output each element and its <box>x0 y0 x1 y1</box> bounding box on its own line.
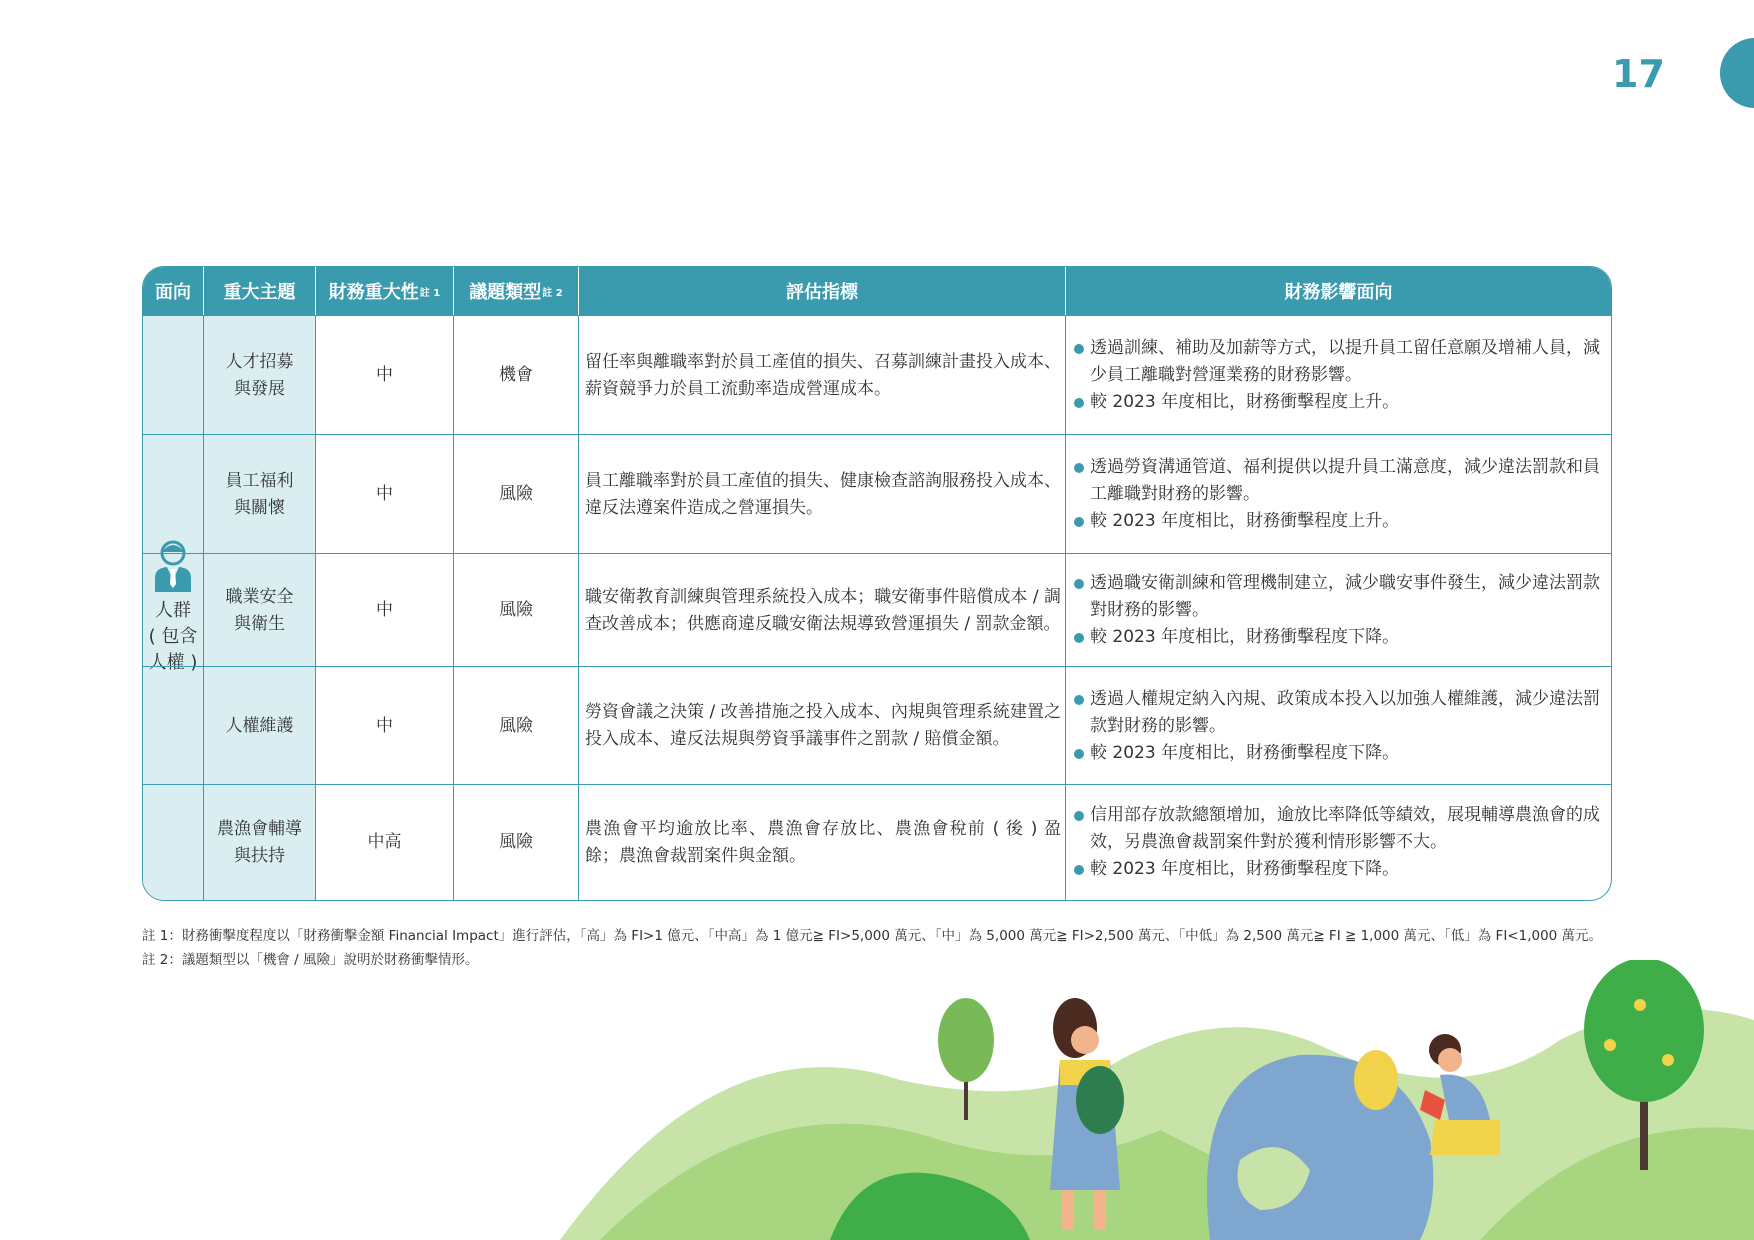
bush-icon <box>1354 1050 1398 1110</box>
table-row <box>143 784 1611 900</box>
type-cell: 風險 <box>454 785 579 900</box>
header-facet-label: 面向 <box>155 282 191 303</box>
corner-tab <box>1720 38 1754 108</box>
topic-line-2: 與發展 <box>234 378 285 399</box>
footnote-1: 註 1：財務衝擊度程度以「財務衝擊金額 Financial Impact」進行評估，「高」為 FI>1 億元、「中高」為 1 億元≧ FI>5,000 萬元、「中」為 5,000 萬元≧ FI>2,500 萬元、「中低」為 2,500 萬元≧ FI ≧ 1,000 萬元、「低」為 FI<1,000 萬元。 <box>142 928 1603 944</box>
impact-item: 信用部存放款總額增加，逾放比率降低等績效，展現輔導農漁會的成效，另農漁會裁罰案件對於獲利情形影響不大。 <box>1090 805 1600 852</box>
bullet-icon <box>1074 344 1084 354</box>
impact-item: 較 2023 年度相比，財務衝擊程度上升。 <box>1090 392 1400 412</box>
facet-line-3: 人權 ) <box>148 651 198 673</box>
topic-line-2: 與扶持 <box>234 845 285 866</box>
header-facet <box>143 267 204 315</box>
bullet-icon <box>1074 463 1084 473</box>
topic-line-2: 與衛生 <box>234 613 285 634</box>
header-topic-label: 重大主題 <box>223 282 296 303</box>
header-impact-label: 財務影響面向 <box>1284 282 1393 303</box>
table-row <box>143 315 1611 435</box>
indicator-cell: 農漁會平均逾放比率、農漁會存放比、農漁會稅前 ( 後 ) 盈餘；農漁會裁罰案件與金額。 <box>579 785 1066 900</box>
impact-cell <box>1066 316 1611 435</box>
materiality-table <box>142 266 1612 901</box>
bullet-icon <box>1074 811 1084 821</box>
topic-line-1: 職業安全 <box>225 586 294 607</box>
impact-cell <box>1066 667 1611 785</box>
type-cell: 風險 <box>454 667 579 785</box>
table-row <box>143 553 1611 667</box>
materiality-cell: 中 <box>316 435 454 554</box>
header-type <box>454 267 579 315</box>
topic-cell <box>204 554 316 667</box>
header-materiality-note: 註 1 <box>419 287 441 299</box>
indicator-cell: 勞資會議之決策 / 改善措施之投入成本、內規與管理系統建置之投入成本、違反法規與勞資爭議事件之罰款 / 賠償金額。 <box>579 667 1066 785</box>
table-row <box>143 666 1611 785</box>
footnote-2: 註 2：議題類型以「機會 / 風險」說明於財務衝擊情形。 <box>142 952 479 968</box>
bullet-icon <box>1074 865 1084 875</box>
bullet-icon <box>1074 749 1084 759</box>
impact-item: 透過職安衛訓練和管理機制建立，減少職安事件發生，減少違法罰款對財務的影響。 <box>1090 573 1600 620</box>
header-impact <box>1066 267 1611 315</box>
impact-item: 透過訓練、補助及加薪等方式，以提升員工留任意願及增補人員，減少員工離職對營運業務的財務影響。 <box>1090 338 1600 385</box>
topic-cell <box>204 435 316 554</box>
topic-cell <box>204 785 316 900</box>
type-cell: 風險 <box>454 435 579 554</box>
indicator-cell: 職安衛教育訓練與管理系統投入成本；職安衛事件賠償成本 / 調查改善成本；供應商違反職安衛法規導致營運損失 / 罰款金額。 <box>579 554 1066 667</box>
impact-item: 透過人權規定納入內規、政策成本投入以加強人權維護，減少違法罰款對財務的影響。 <box>1090 688 1600 736</box>
bullet-icon <box>1074 695 1084 705</box>
facet-line-1: 人群 <box>155 599 191 621</box>
indicator-cell: 留任率與離職率對於員工產值的損失、召募訓練計畫投入成本、薪資競爭力於員工流動率造成營運成本。 <box>579 316 1066 435</box>
impact-item: 較 2023 年度相比，財務衝擊程度下降。 <box>1090 742 1400 763</box>
type-cell: 風險 <box>454 554 579 667</box>
materiality-cell: 中 <box>316 316 454 435</box>
header-topic <box>204 267 316 315</box>
topic-cell <box>204 316 316 435</box>
topic-cell <box>204 667 316 785</box>
facet-line-2: ( 包含 <box>148 625 198 647</box>
table-header <box>143 267 1611 315</box>
page-number: 17 <box>1612 52 1665 96</box>
header-type-label: 議題類型 <box>469 282 542 303</box>
materiality-cell: 中 <box>316 667 454 785</box>
indicator-cell: 員工離職率對於員工產值的損失、健康檢查諮詢服務投入成本、違反法遵案件造成之營運損失。 <box>579 435 1066 554</box>
topic-line-1: 人才招募 <box>225 351 294 372</box>
topic-line-2: 與關懷 <box>234 497 285 518</box>
impact-item: 較 2023 年度相比，財務衝擊程度下降。 <box>1090 859 1400 879</box>
bullet-icon <box>1074 398 1084 408</box>
topic-line-1: 人權維護 <box>225 715 294 736</box>
decorative-illustration <box>0 960 1754 1240</box>
header-indicator <box>579 267 1066 315</box>
header-indicator-label: 評估指標 <box>786 282 858 303</box>
materiality-cell: 中 <box>316 554 454 667</box>
impact-item: 較 2023 年度相比，財務衝擊程度上升。 <box>1090 511 1400 531</box>
topic-line-1: 農漁會輔導 <box>217 818 302 839</box>
bullet-icon <box>1074 579 1084 589</box>
type-cell: 機會 <box>454 316 579 435</box>
materiality-cell: 中高 <box>316 785 454 900</box>
impact-cell <box>1066 554 1611 667</box>
bullet-icon <box>1074 517 1084 527</box>
topic-line-1: 員工福利 <box>225 470 294 491</box>
table-row <box>143 434 1611 554</box>
bullet-icon <box>1074 633 1084 643</box>
impact-cell <box>1066 785 1611 900</box>
header-materiality-label: 財務重大性 <box>328 282 419 303</box>
header-type-note: 註 2 <box>542 287 563 299</box>
impact-item: 較 2023 年度相比，財務衝擊程度下降。 <box>1090 627 1400 647</box>
header-materiality <box>316 267 454 315</box>
impact-cell <box>1066 435 1611 554</box>
impact-item: 透過勞資溝通管道、福利提供以提升員工滿意度，減少違法罰款和員工離職對財務的影響。 <box>1090 457 1600 504</box>
